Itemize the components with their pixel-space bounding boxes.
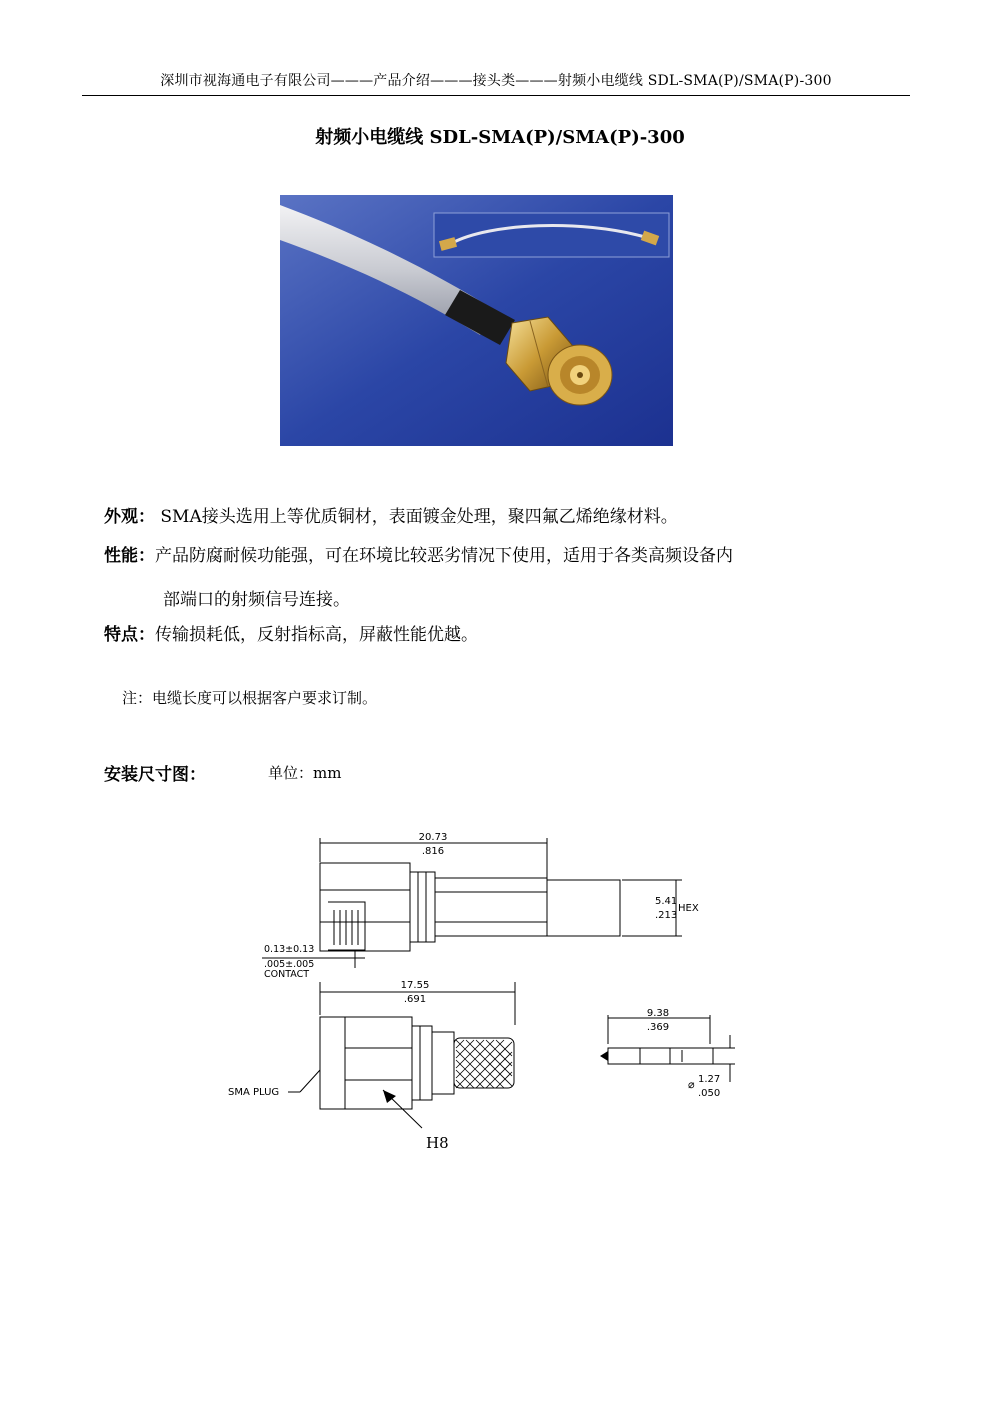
contact-in: .005±.005 (264, 959, 315, 970)
dim-mid-mm: 17.55 (400, 980, 430, 991)
unit-label: 单位：mm (268, 764, 342, 782)
header-rule (82, 95, 910, 96)
dimension-heading: 安装尺寸图： (104, 765, 206, 785)
dim-hex-mm: 5.41 (655, 896, 678, 907)
spec-appearance (104, 506, 678, 528)
spec-features-text: 传输损耗低，反射指标高，屏蔽性能优越。 (155, 625, 478, 645)
sma-plug-label: SMA PLUG (228, 1087, 280, 1098)
product-photo (280, 195, 673, 446)
spec-performance-text: 产品防腐耐候功能强，可在环境比较恶劣情况下使用，适用于各类高频设备内 (155, 546, 733, 566)
dim-top-mm: 20.73 (418, 832, 448, 843)
document-title: 射频小电缆线 SDL-SMA(P)/SMA(P)-300 (315, 127, 685, 148)
diameter-in: .050 (698, 1088, 721, 1099)
diameter-symbol: ⌀ (688, 1078, 695, 1091)
hex-label: HEX (678, 903, 699, 914)
spec-performance (104, 545, 733, 567)
dimension-drawing (200, 820, 760, 1160)
dim-top-in: .816 (421, 846, 445, 857)
pin-length-in: .369 (646, 1022, 670, 1033)
dim-mid-in: .691 (403, 994, 427, 1005)
note: 注：电缆长度可以根据客户要求订制。 (122, 689, 378, 707)
contact-mm: 0.13±0.13 (264, 944, 315, 955)
page-header: 深圳市视海通电子有限公司———产品介绍———接头类———射频小电缆线 SDL-SMA(P)/SMA(P)-300 (160, 73, 832, 89)
spec-features (104, 624, 478, 646)
diameter-mm: 1.27 (698, 1074, 721, 1085)
spec-performance-continuation: 部端口的射频信号连接。 (163, 590, 350, 610)
spec-performance-label: 性能： (104, 546, 155, 566)
callout-h8: H8 (426, 1134, 449, 1152)
spec-features-label: 特点： (104, 625, 155, 645)
spec-appearance-label: 外观： (104, 507, 155, 527)
contact-label: CONTACT (264, 969, 310, 980)
spec-appearance-text: SMA接头选用上等优质铜材，表面镀金处理，聚四氟乙烯绝缘材料。 (155, 507, 678, 527)
pin-length-mm: 9.38 (646, 1008, 670, 1019)
dim-hex-in: .213 (655, 910, 678, 921)
